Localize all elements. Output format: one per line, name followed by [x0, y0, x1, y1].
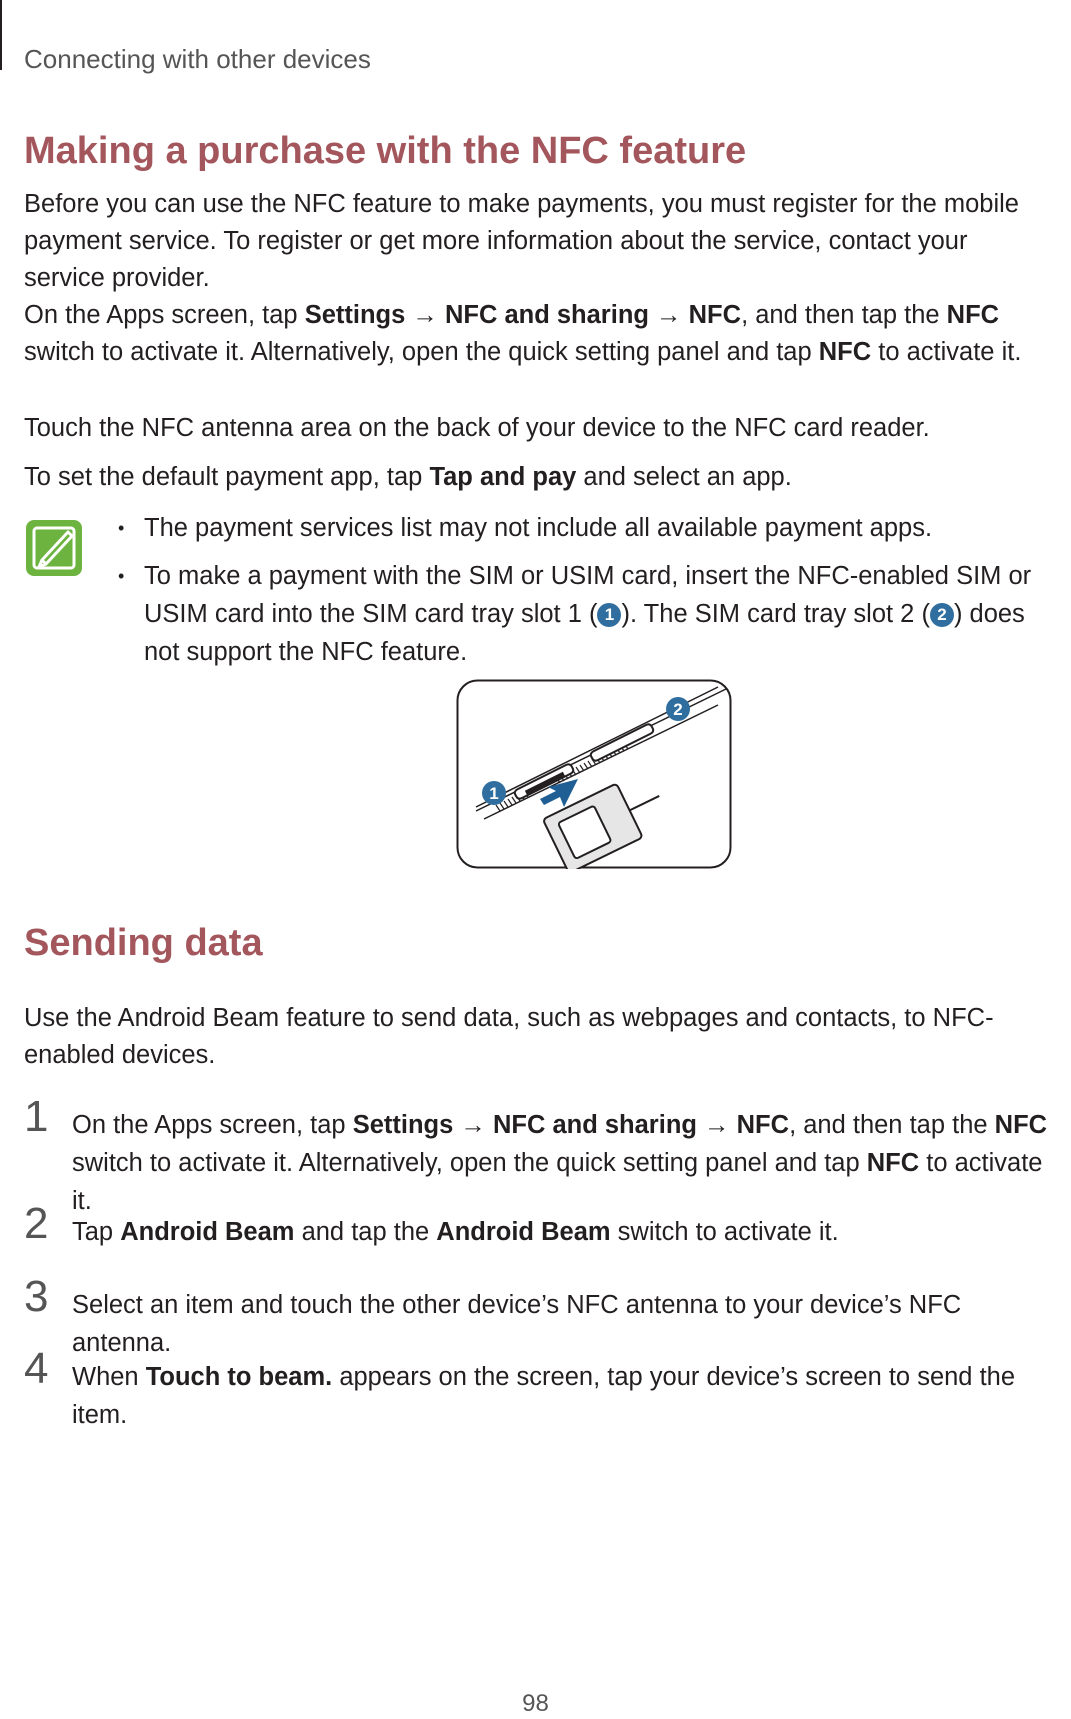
- section-header: Connecting with other devices: [24, 44, 371, 74]
- step-number: 4: [24, 1344, 49, 1393]
- step-3: [24, 1272, 1064, 1362]
- note-item: • To make a payment with the SIM or USIM card, insert the NFC-enabled SIM or USIM card into the SIM card tray slot 1 ( 1 ). The SIM card tray slot 2 ( 2 ) does not support the NFC feature.: [112, 557, 1067, 671]
- figure-label-2: 2: [673, 700, 683, 719]
- step-2: [24, 1199, 1064, 1251]
- slot-1-badge: 1: [597, 603, 621, 627]
- note-item: • The payment services list may not include all available payment apps.: [112, 509, 1067, 547]
- page-number: 98: [522, 1690, 549, 1717]
- note-check-icon: [24, 518, 84, 578]
- step-1: [24, 1092, 1064, 1220]
- note-list: [112, 509, 1067, 681]
- purchase-heading: Making a purchase with the NFC feature: [24, 130, 747, 172]
- slot-2-badge: 2: [930, 603, 954, 627]
- purchase-default-app-text: To set the default payment app, tap Tap and pay and select an app.: [24, 463, 792, 491]
- step-number: 1: [24, 1092, 49, 1141]
- sim-tray-figure: [456, 679, 732, 869]
- step-4: [24, 1344, 1064, 1434]
- step-text: When Touch to beam. appears on the screen, tap your device’s screen to send the item.: [72, 1363, 1016, 1429]
- step-number: 3: [24, 1272, 49, 1321]
- step-text: Tap Android Beam and tap the Android Beam switch to activate it.: [72, 1218, 839, 1246]
- figure-label-1: 1: [489, 784, 499, 803]
- sending-intro: Use the Android Beam feature to send data, such as webpages and contacts, to NFC-enabled devices.: [24, 1004, 994, 1069]
- step-text: Select an item and touch the other device’s NFC antenna to your device’s NFC antenna.: [72, 1291, 962, 1357]
- step-text: On the Apps screen, tap Settings → NFC and sharing → NFC, and then tap the NFC switch to activate it. Alternatively, open the quick setting panel and tap NFC to activate it.: [72, 1111, 1048, 1215]
- purchase-intro: Before you can use the NFC feature to make payments, you must register for the mobile payment service. To register or get more information about the service, contact your service provider.: [24, 190, 1019, 292]
- purchase-instructions: On the Apps screen, tap Settings → NFC and sharing → NFC, and then tap the NFC switch to activate it. Alternatively, open the quick setting panel and tap NFC to activate it.: [24, 301, 1022, 366]
- sending-heading: Sending data: [24, 922, 263, 964]
- purchase-antenna-text: Touch the NFC antenna area on the back of your device to the NFC card reader.: [24, 414, 930, 442]
- header-rule: [0, 0, 2, 70]
- step-number: 2: [24, 1199, 49, 1248]
